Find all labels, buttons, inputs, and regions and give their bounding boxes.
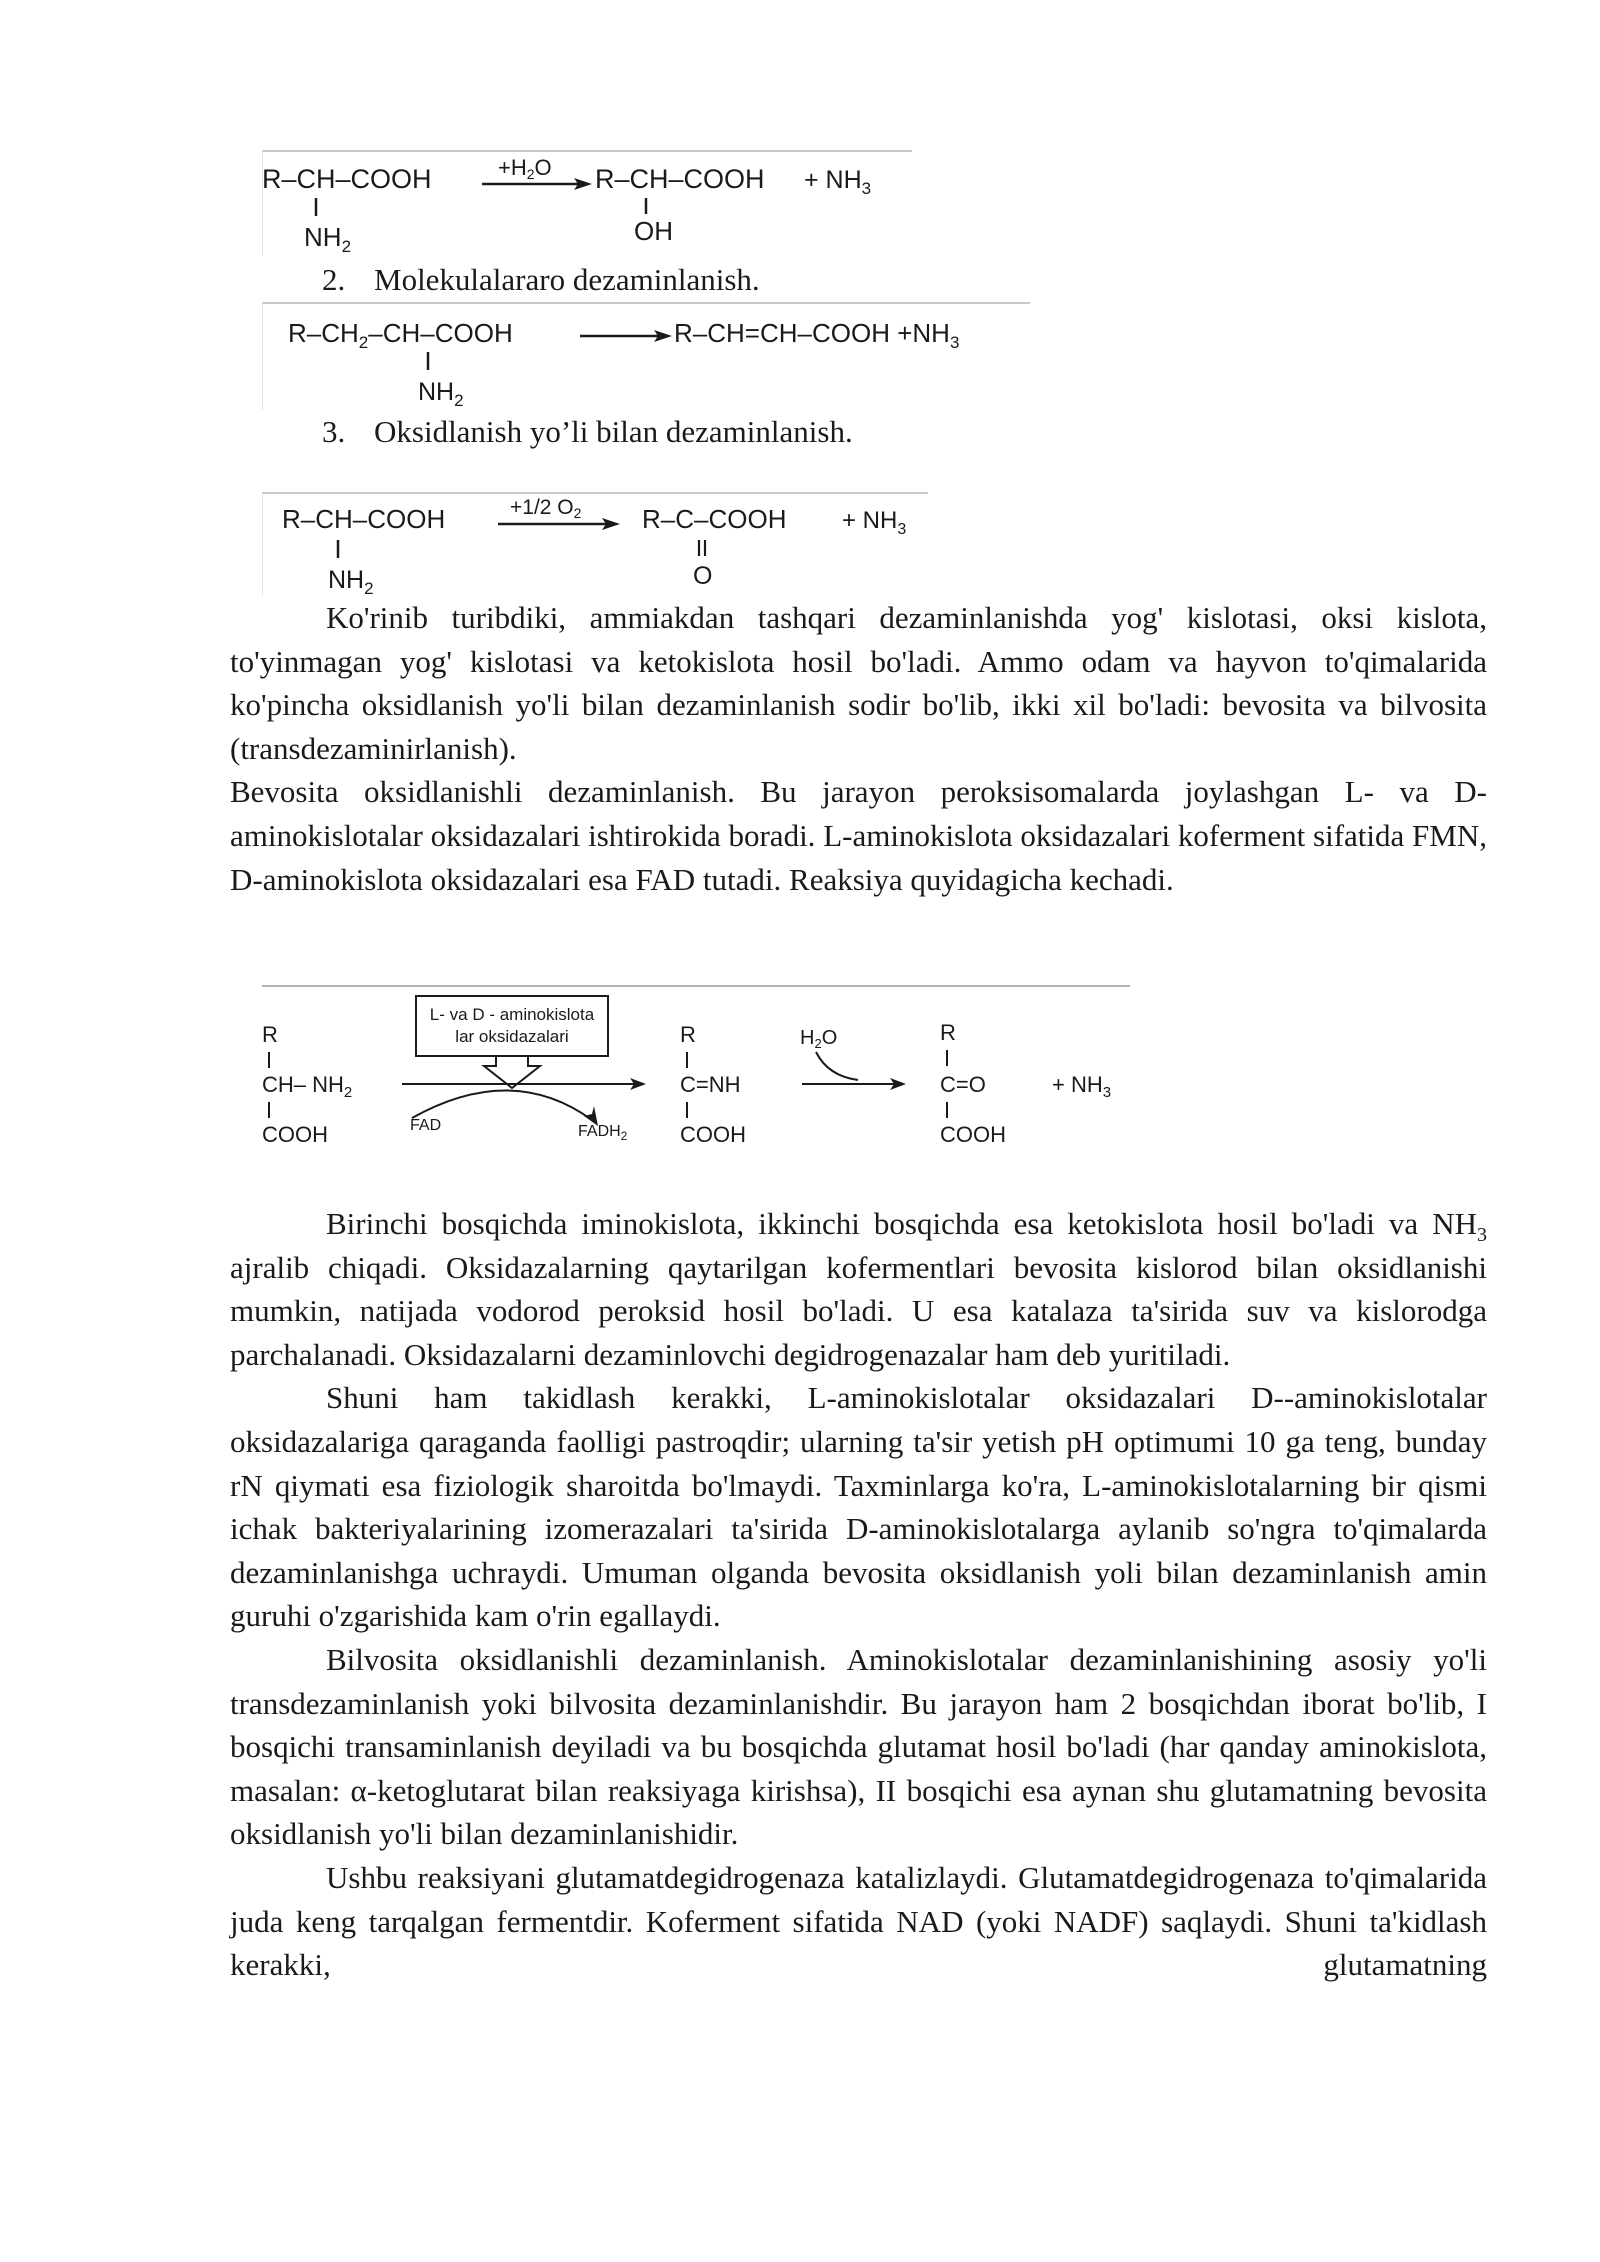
water-curve [816, 1052, 858, 1080]
svg-text:NH2: $NH_2$ [418, 378, 464, 410]
reaction-hydrolytic-deamination [262, 148, 922, 258]
svg-text:NH2: $NH_2$ [304, 222, 352, 256]
keto-c-o: C=O [940, 1072, 986, 1097]
r2-reactant: $R-CH_2-CH$–COOH [288, 318, 513, 352]
list-item-2-text: Molekulalararo dezaminlanish. [374, 262, 760, 297]
paragraph-2: Bevosita oksidlanishli dezaminlanish. Bu jarayon peroksisomalarda joylashgan L- va D-aminokislotalar oksidazalari ishtirokida boradi. L-aminokislota oksidazalari koferment sifatida FMN, D-aminokislota oksidazalari esa FAD tutadi. Reaksiya quyidagicha kechadi. [230, 774, 1487, 897]
reactant-cooh: COOH [262, 1122, 328, 1147]
text-block-1 [230, 596, 1487, 901]
imino-c-nh: C=NH [680, 1072, 741, 1097]
r3-reactant: R–CH–COOH [282, 504, 446, 534]
fadh2-label: $FADH_2$ [578, 1123, 628, 1143]
oxidase-reaction-scheme [262, 980, 1142, 1160]
keto-r: R [940, 1020, 956, 1045]
r1-reactant: R–CH–COOH [262, 164, 432, 194]
r1-reactant-nh2: NH [304, 222, 342, 252]
r3-nh3: + $NH_3$ [842, 507, 907, 538]
r1-product: R–CH–COOH [595, 164, 765, 194]
list-item-3-number: 3. [322, 414, 346, 449]
list-item-2-number: 2. [322, 262, 346, 297]
r3-product-o: O [693, 562, 713, 590]
r3-reactant-nh2: NH [328, 566, 365, 594]
reaction-intramolecular-deamination [262, 300, 1032, 412]
r1-nh3: + $NH_3$ [804, 166, 872, 198]
fad-label: FAD [410, 1117, 442, 1134]
enzyme-label-line2: lar oksidazalari [455, 1027, 569, 1046]
svg-text:NH2: $NH_2$ [328, 566, 374, 598]
paragraph-3: Birinchi bosqichda iminokislota, ikkinchi bosqichda esa ketokislota hosil bo'ladi va $NH_3$ ajralib chiqadi. Oksidazalarning qaytarilgan kofermentlari bevosita kislorod bilan oksidlanishi mumkin, natijada vodorod peroksid hosil bo'ladi. U esa katalaza ta'sirida suv va kislorodga parchalanadi. Oksidazalarni dezaminlovchi degidrogenazalar ham deb yuritiladi. [230, 1206, 1487, 1372]
r1-product-oh: OH [634, 216, 673, 246]
scheme-svg [262, 980, 1142, 1160]
paragraph-4: Shuni ham takidlash kerakki, L-aminokislotalar oksidazalari D--aminokislotalar oksidazalariga qaraganda faolligi pastroqdir; ularning ta'sir yetish pH optimumi 10 ga teng, bunday rN qiymati esa fiziologik sharoitda bo'lmaydi. Taxminlarga ko'ra, L-aminokislotalarning bir qismi ichak bakteriyalarining izomerazalari ta'sirida D-aminokislotalarga aylanib so'ngra to'qimalarda dezaminlanishga uchraydi. Umuman olganda bevosita oksidlanish yoli bilan dezaminlanish amin guruhi o'zgarishida kam o'rin egallaydi. [230, 1380, 1487, 1634]
reaction-3-svg [262, 490, 942, 598]
reactant-r: R [262, 1022, 278, 1047]
enzyme-label-line1: L- va D - aminokislota [429, 1005, 595, 1024]
paragraph-6: Ushbu reaksiyani glutamatdegidrogenaza katalizlaydi. Glutamatdegidrogenaza to'qimalarida juda keng tarqalgan fermentdir. Koferment sifatida NAD (yoki NADF) saqlaydi. Shuni ta'kidlash kerakki, glutamatning [230, 1859, 1487, 1983]
keto-cooh: COOH [940, 1122, 1006, 1147]
paragraph-1: Ko'rinib turibdiki, ammiakdan tashqari dezaminlanishda yog' kislotasi, oksi kislota, to'yinmagan yog' kislotasi va ketokislota hosil bo'ladi. Ammo odam va hayvon to'qimalarida ko'pincha oksidlanish yo'li bilan dezaminlanish sodir bo'lib, ikki xil bo'ladi: bevosita va bilvosita (transdezaminirlanish). [230, 600, 1487, 766]
reaction-oxidative-deamination [262, 490, 942, 598]
r1-arrow-label: +H2O [498, 155, 552, 182]
text-block-2 [230, 1202, 1487, 1987]
reaction-2-svg [262, 300, 1032, 412]
r2-reactant-nh2: NH [418, 378, 455, 406]
reaction-1-svg [262, 148, 922, 258]
water-label: $H_2O$ [800, 1027, 838, 1051]
scheme-nh3: + $NH_3$ [1052, 1072, 1112, 1101]
paragraph-5: Bilvosita oksidlanishli dezaminlanish. Aminokislotalar dezaminlanishining asosiy yo'li transdezaminlanish yoki bilvosita dezaminlanishdir. Bu jarayon ham 2 bosqichdan iborat bo'lib, I bosqichi transaminlanish deyiladi va bu bosqichda glutamat hosil bo'ladi (har qanday aminokislota, masalan: α-ketoglutarat bilan reaksiyaga kirishsa), II bosqichi esa aynan shu glutamatning bevosita oksidlanish yo'li bilan dezaminlanishidir. [230, 1641, 1487, 1852]
coenzyme-curve [412, 1090, 592, 1120]
list-item-3-text: Oksidlanish yo’li bilan dezaminlanish. [374, 414, 853, 449]
reactant-ch-nh2: CH– $NH_2$ [262, 1072, 353, 1101]
r3-arrow-label: +1/2 O2 [510, 496, 582, 521]
r3-product: R–C–COOH [642, 504, 787, 534]
imino-cooh: COOH [680, 1122, 746, 1147]
list-item-2 [322, 258, 760, 302]
r2-product: R–CH=CH–COOH $+NH_3$ [674, 318, 960, 352]
list-item-3 [322, 410, 853, 454]
imino-r: R [680, 1022, 696, 1047]
